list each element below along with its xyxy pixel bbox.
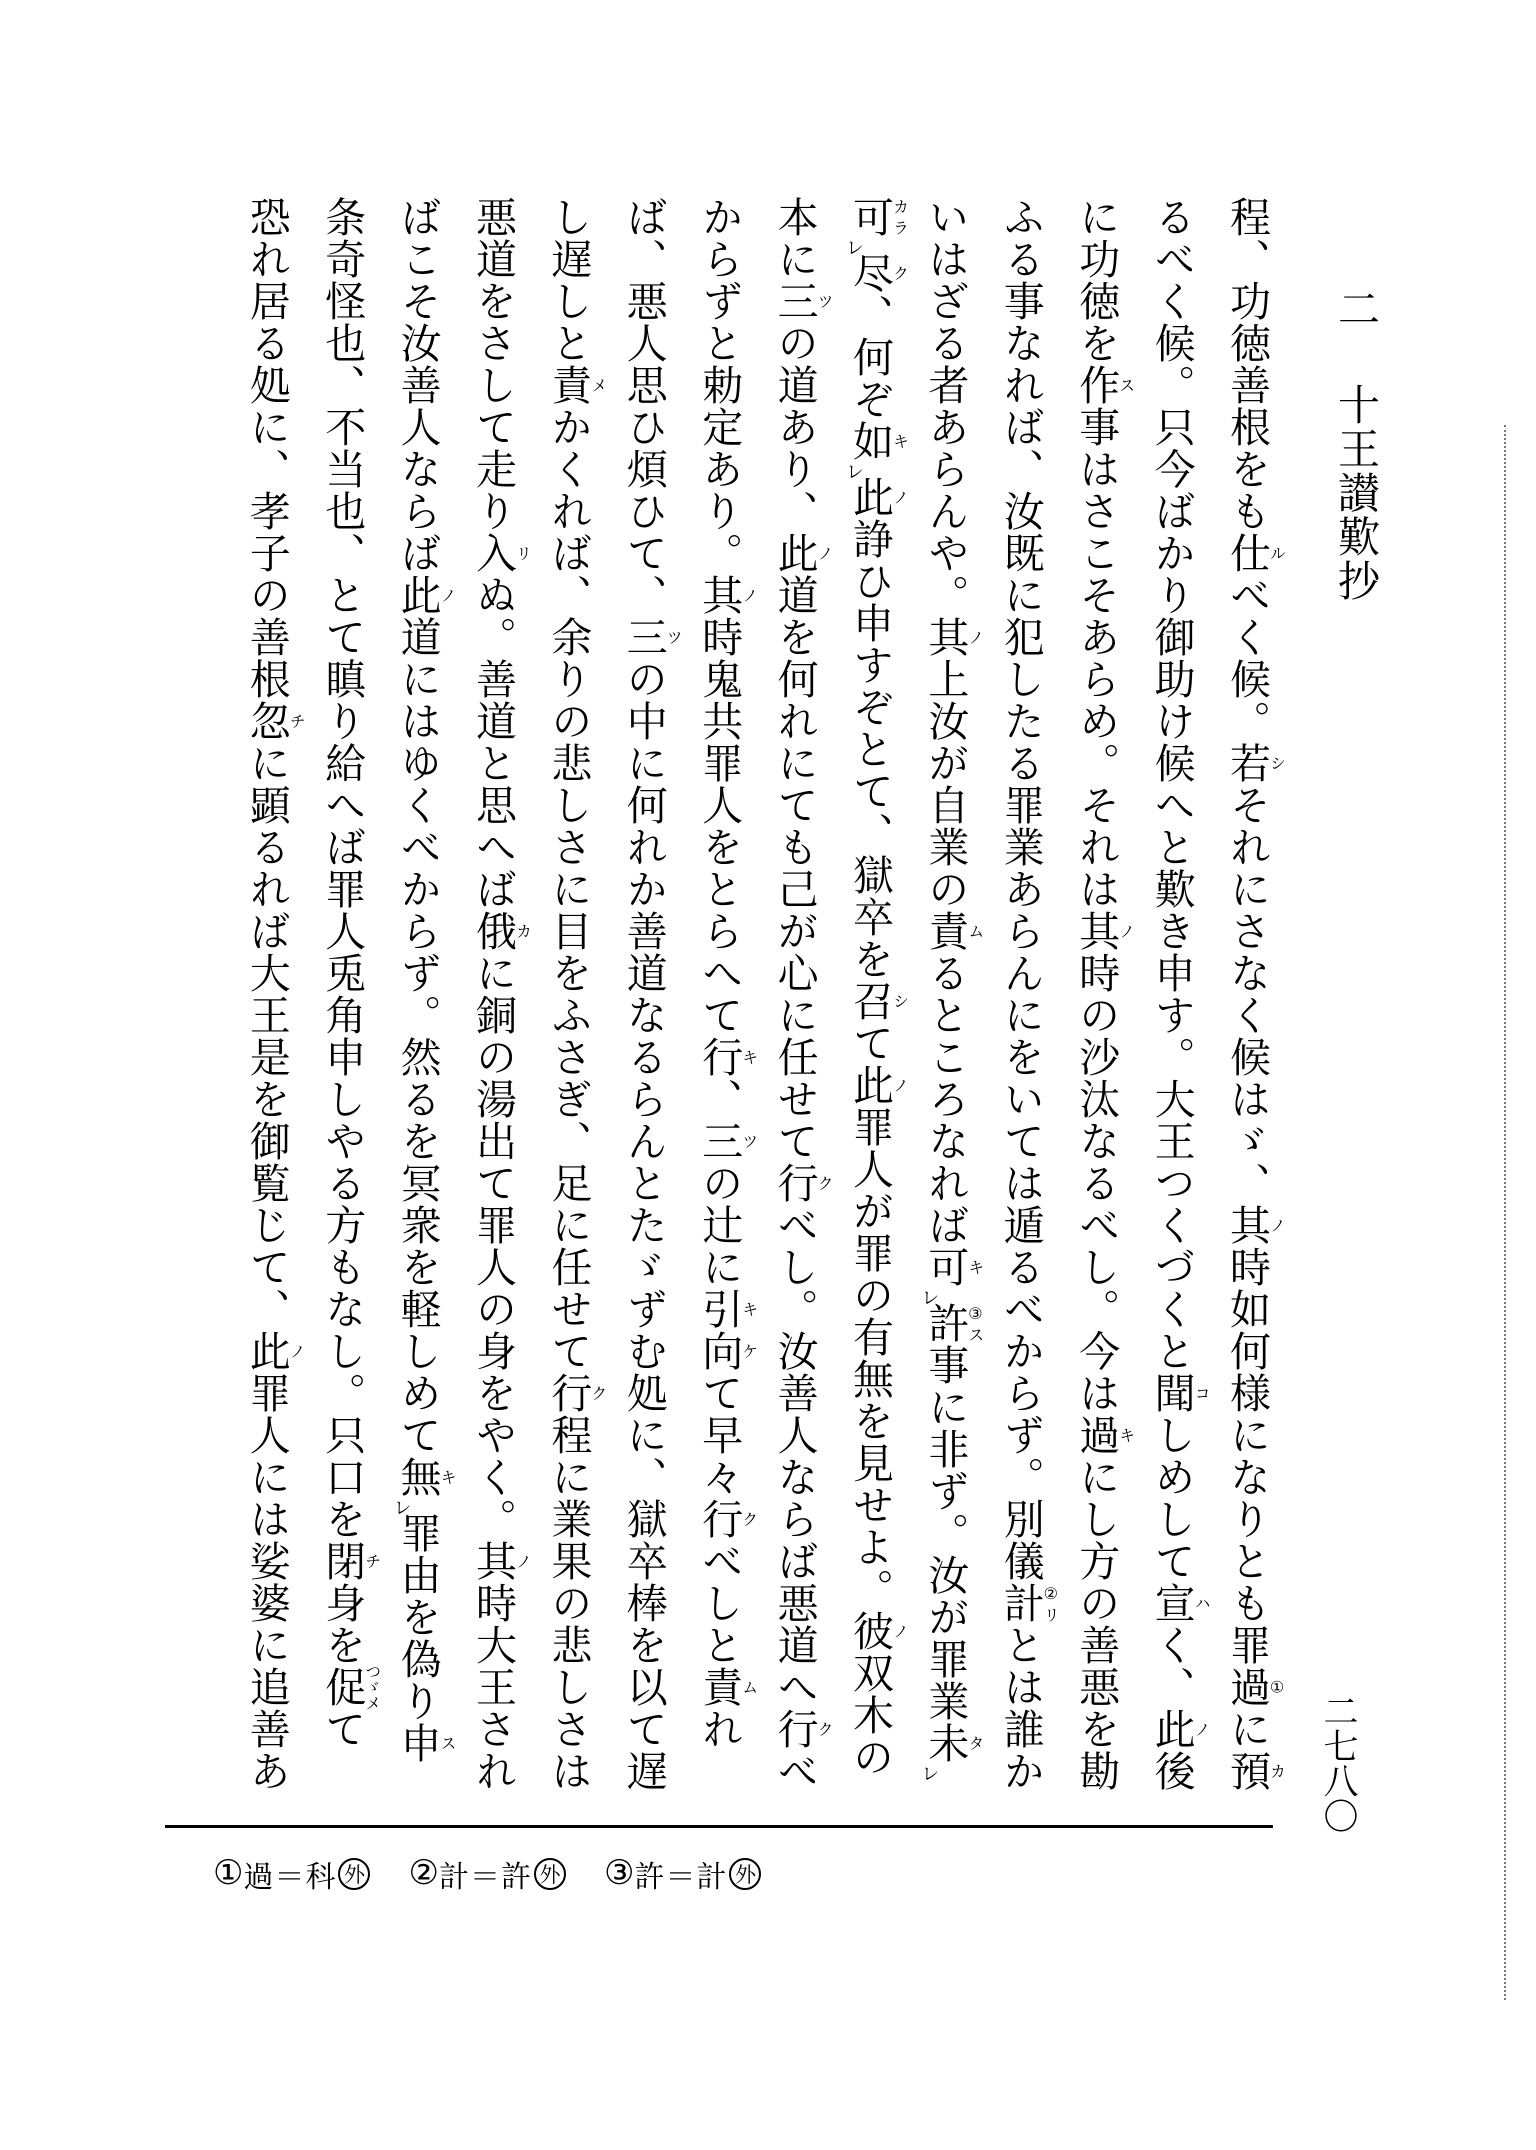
- footnote-marker: ②: [408, 1855, 439, 1892]
- annotated-char: 此ノ: [847, 1064, 908, 1106]
- text-column-13: 条奇怪也、不当也、とて瞋り給へば罪人兎角申しやる方もなし。只口を閉チ身を促つゞメて: [319, 196, 380, 1750]
- page-edge-dotted-line: [1504, 425, 1506, 2000]
- annotated-char: 此ノ: [394, 574, 456, 616]
- text-column-8: からずと勅定あり。其ノ時鬼共罪人をとらへて行キ、三ツの辻に引キ向ケて早々行クべしと責ムれ: [696, 196, 757, 1750]
- footnote-text: 過＝科: [243, 1861, 337, 1894]
- kaeriten-mark: レ: [919, 1288, 940, 1307]
- footnote-marker: ①: [213, 1855, 244, 1892]
- text-column-3: に功徳を作ス事はさこそあらめ。それは其ノ時の沙汰なるべし。今は過キにし方の善悪を勘: [1073, 196, 1134, 1792]
- annotated-char: 三ツ: [620, 616, 682, 658]
- annotated-char: 其ノ: [1224, 1204, 1285, 1246]
- circled-gai-mark: 外: [338, 1858, 370, 1890]
- annotated-char: 責メ: [545, 364, 606, 406]
- text-column-9: ば、悪人思ひ煩ひて、三ツの中に何れか善道なるらんとたゞずむ処に、獄卒棒を以て遅: [620, 196, 682, 1792]
- annotated-char-with-footnote: 許③ス: [922, 1302, 983, 1344]
- annotated-char: 預カ: [1224, 1750, 1285, 1792]
- annotated-char: 引キ: [696, 1288, 757, 1330]
- footnote-item-2: [408, 1852, 565, 1896]
- annotated-char: 申ス: [394, 1722, 456, 1764]
- text-column-6: 可カラレ尽ク、何ぞ如キレ此ノ諍ひ申すぞとて、獄卒を召シて此ノ罪人が罪の有無を見せよ。彼ノ双木の: [844, 196, 908, 1778]
- kaeriten-mark: レ: [844, 238, 864, 257]
- annotated-char: 可カラ: [847, 196, 908, 238]
- annotated-char: 可キ: [922, 1246, 983, 1288]
- footnote-item-1: [213, 1852, 370, 1896]
- footnote-text: 許＝計: [634, 1861, 728, 1894]
- annotated-char: 此ノ: [1148, 1708, 1210, 1750]
- text-column-5: いはざる者あらんや。其ノ上汝が自業の責ムるところなれば可キレ許③ス事に非ず。汝が罪業未タレ: [919, 196, 983, 1783]
- page-number: 二七八〇: [1319, 1693, 1358, 1833]
- annotated-char: 責ム: [922, 910, 983, 952]
- annotated-char-with-footnote: 計②リ: [997, 1582, 1059, 1624]
- kaeriten-mark: レ: [919, 1764, 940, 1783]
- footnote-item-3: [604, 1852, 761, 1896]
- annotated-char: 行ク: [771, 1708, 833, 1750]
- text-column-4: ふる事なれば、汝既に犯したる罪業あらんにをいては遁るべからず。別儀計②リとは誰か: [997, 196, 1059, 1792]
- annotated-char: 忽チ: [243, 700, 305, 742]
- annotated-char: 行ク: [545, 1372, 606, 1414]
- annotated-char: 向ケ: [696, 1330, 757, 1372]
- annotated-char: 此ノ: [771, 532, 833, 574]
- annotated-char-with-footnote: 過①: [1224, 1666, 1285, 1708]
- annotated-char: 責ム: [696, 1666, 757, 1708]
- text-column-11: 悪道をさして走り入リぬ。善道と思へば俄カに銅の湯出て罪人の身をやく。其ノ時大王され: [470, 196, 531, 1792]
- text-column-12: ばこそ汝善人ならば此ノ道にはゆくべからず。然るを冥衆を軽しめて無キレ罪由を偽り申ス: [391, 196, 456, 1764]
- annotated-char: 此ノ: [847, 476, 908, 518]
- annotated-char: 閉チ: [319, 1540, 380, 1582]
- annotated-char: 其ノ: [696, 574, 757, 616]
- text-column-10: し遅しと責メかくれば、余りの悲しさに目をふさぎ、足に任せて行ク程に業果の悲しさは: [545, 196, 606, 1792]
- text-column-2: るべく候。只今ばかり御助け候へと歎き申す。大王つくづくと聞コしめして宣ハく、此ノ後: [1148, 196, 1210, 1792]
- annotated-char: 宣ハ: [1148, 1582, 1210, 1624]
- annotated-char: 行ク: [771, 1162, 833, 1204]
- annotated-char: 促つゞメ: [319, 1663, 380, 1711]
- annotated-char: 行キ: [696, 1036, 757, 1078]
- text-column-14: 恐れ居る処に、孝子の善根忽チに顕るれば大王是を御覧じて、此ノ罪人には娑婆に追善あ: [243, 196, 305, 1792]
- annotated-char: 召シ: [847, 980, 908, 1022]
- annotated-char: 過キ: [1073, 1414, 1134, 1456]
- annotated-char: 仕ル: [1224, 532, 1285, 574]
- annotated-char: 作ス: [1073, 364, 1134, 406]
- annotated-char: 三ツ: [771, 280, 833, 322]
- annotated-char: 無キ: [394, 1456, 456, 1498]
- footnote-marker: ③: [603, 1855, 635, 1892]
- annotated-char: 三ツ: [696, 1120, 757, 1162]
- footnote-divider-rule: [165, 1825, 1273, 1828]
- annotated-char: 此ノ: [243, 1330, 305, 1372]
- footnote-text: 計＝許: [438, 1861, 532, 1894]
- text-column-1: 程、功徳善根をも仕ルべく候。若シそれにさなく候はゞ、其ノ時如何様になりとも罪過①に預カ: [1224, 196, 1285, 1792]
- kaeriten-mark: レ: [391, 1498, 412, 1517]
- annotated-char: 俄カ: [470, 910, 531, 952]
- annotated-char: 彼ノ: [847, 1610, 908, 1652]
- circled-gai-mark: 外: [534, 1858, 566, 1890]
- annotated-char: 行ク: [696, 1498, 757, 1540]
- chapter-number: 二: [1332, 287, 1378, 331]
- kaeriten-mark: レ: [844, 462, 864, 481]
- annotated-char: 如キ: [847, 420, 908, 462]
- footnotes: [213, 1852, 761, 1896]
- annotated-char: 若シ: [1224, 742, 1285, 784]
- annotated-char: 入リ: [470, 532, 531, 574]
- annotated-char: 其ノ: [470, 1540, 531, 1582]
- chapter-heading: [1324, 287, 1376, 603]
- circled-gai-mark: 外: [729, 1858, 761, 1890]
- annotated-char: 其ノ: [922, 616, 983, 658]
- text-column-7: 本に三ツの道あり、此ノ道を何れにても己が心に任せて行クべし。汝善人ならば悪道へ行クべ: [771, 196, 833, 1792]
- chapter-title: 十王讃歎抄: [1332, 383, 1378, 603]
- annotated-char: 聞コ: [1148, 1372, 1210, 1414]
- annotated-char: 未タ: [922, 1722, 983, 1764]
- annotated-char: 其ノ: [1073, 910, 1134, 952]
- annotated-char: 尽ク: [847, 252, 908, 294]
